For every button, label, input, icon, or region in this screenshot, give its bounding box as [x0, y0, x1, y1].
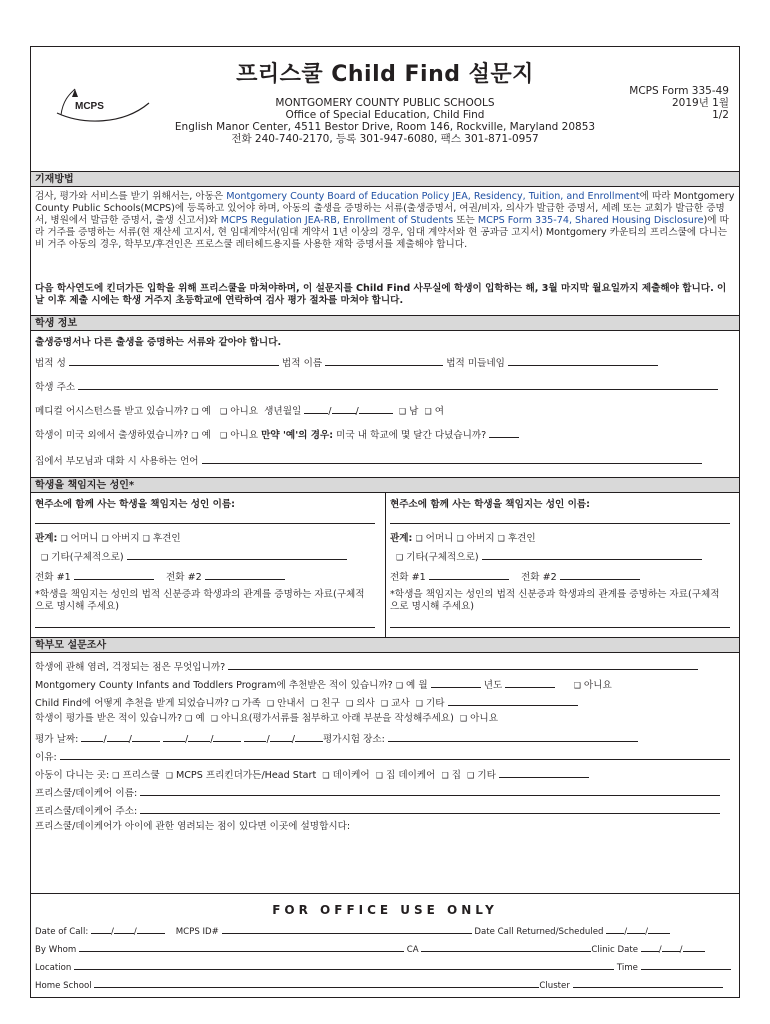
referral-teacher-label: 교사: [391, 698, 410, 709]
form-335-74-link[interactable]: MCPS Form 335-74, Shared Housing Disclosure: [477, 215, 704, 226]
logo-text: MCPS: [75, 101, 104, 112]
phone-row: [35, 569, 285, 584]
cluster-field[interactable]: [573, 977, 723, 988]
adults-heading: 학생을 책임지는 성인*: [31, 477, 739, 493]
checkbox[interactable]: ❑: [142, 534, 150, 543]
adult-doc-field[interactable]: [390, 617, 730, 628]
instructions-text: 또는: [453, 215, 478, 226]
phone1-field[interactable]: [429, 569, 509, 580]
male-label: 남: [409, 406, 419, 417]
checkbox[interactable]: ❑: [375, 771, 383, 780]
relation-row: [390, 533, 536, 545]
checkbox[interactable]: ❑: [467, 771, 475, 780]
checkbox[interactable]: ❑: [395, 681, 403, 690]
date-returned-field[interactable]: [606, 923, 624, 934]
preschool-name-field[interactable]: [140, 785, 720, 796]
time-field[interactable]: [641, 959, 731, 970]
preschool-name-row: [35, 785, 720, 800]
preschool-name-label: 프리스쿨/데이케어 이름:: [35, 788, 138, 799]
location-label: Location: [35, 963, 72, 973]
infants-toddlers-row: [35, 677, 612, 692]
school-name: MONTGOMERY COUNTY PUBLIC SCHOOLS: [275, 97, 495, 109]
reason-row: [35, 749, 730, 764]
ca-label: CA: [406, 945, 419, 955]
checkbox[interactable]: ❑: [415, 699, 423, 708]
eval-date-field[interactable]: [244, 731, 266, 742]
referral-friend-label: 친구: [321, 698, 340, 709]
reason-label: 이유:: [35, 752, 57, 763]
attend-home-label: 집: [451, 770, 462, 781]
referral-brochure-label: 안내서: [277, 698, 305, 709]
student-info-heading: 학생 정보: [31, 315, 739, 331]
adult-footnote: *학생을 책임지는 성인의 법적 신분증과 학생과의 관계를 증명하는 자료(구체적으로 명시해 주세요): [390, 589, 720, 612]
home-school-field[interactable]: [94, 977, 539, 988]
yes-label: 예: [201, 406, 211, 417]
date-returned-field[interactable]: [627, 923, 645, 934]
checkbox[interactable]: ❑: [398, 407, 407, 416]
middle-name-label: 법적 미들네임: [446, 358, 505, 369]
checkbox[interactable]: ❑: [345, 699, 354, 708]
other-relation-label: 기타(구체적으로): [406, 552, 479, 563]
date-returned-label: Date Call Returned/Scheduled: [474, 927, 604, 937]
born-abroad-row: [35, 427, 519, 442]
checkbox[interactable]: ❑: [456, 534, 464, 543]
middle-name-field[interactable]: [508, 355, 658, 366]
attend-label: 아동이 다니는 곳:: [35, 770, 110, 781]
medical-row: 메디컬 어시스턴스를 받고 있습니까? ❑ 예 ❑ 아니요 생년월일 / / ❑ 남 ❑ 여: [35, 403, 444, 418]
other-relation-field[interactable]: [127, 549, 347, 560]
address-field[interactable]: [78, 379, 718, 390]
eval-date-row: 평가 날짜: / / / / / / 평가시험 장소:: [35, 731, 638, 746]
instructions-text: 검사, 평가와 서비스를 받기 위해서는, 아동은: [35, 191, 227, 202]
other-relation-row: [41, 549, 347, 564]
born-abroad-question: 학생이 미국 외에서 출생하였습니까?: [35, 430, 189, 441]
phone1-field[interactable]: [74, 569, 154, 580]
adult-footnote: *학생을 책임지는 성인의 법적 신분증과 학생과의 관계를 증명하는 자료(구체적으로 명시해 주세요): [35, 589, 365, 612]
other-relation-row: [396, 549, 702, 564]
eval-place-label: 평가시험 장소:: [322, 734, 385, 745]
eval-place-field[interactable]: [388, 731, 638, 742]
phone2-field[interactable]: [560, 569, 640, 580]
clinic-date-field[interactable]: [641, 941, 659, 952]
form-frame: [30, 46, 740, 998]
office-divider: [31, 893, 739, 894]
concern-question: 학생에 관해 염려, 걱정되는 점은 무엇입니까?: [35, 662, 226, 673]
date-of-call-label: Date of Call:: [35, 927, 89, 937]
checkbox[interactable]: ❑: [322, 771, 330, 780]
referral-family-label: 가족: [242, 698, 261, 709]
checkbox[interactable]: ❑: [210, 714, 218, 723]
referral-other-label: 기타: [425, 698, 445, 709]
yes-label: 예: [201, 430, 211, 441]
clinic-date-field[interactable]: [662, 941, 680, 952]
guardian-label: 후견인: [152, 533, 181, 544]
checkbox[interactable]: ❑: [112, 771, 120, 780]
father-label: 아버지: [466, 533, 495, 544]
adult-name-field[interactable]: [35, 513, 375, 524]
no-attach-label: 아니요(평가서류를 첨부하고 아래 부분을 작성해주세요): [220, 713, 454, 724]
ca-field[interactable]: [421, 941, 591, 952]
year-field[interactable]: [505, 677, 555, 688]
first-name-label: 법적 이름: [281, 358, 323, 369]
attend-home-daycare-label: 집 데이케어: [386, 770, 436, 781]
eval-date-field[interactable]: [213, 731, 241, 742]
office-name: Office of Special Education, Child Find: [285, 109, 485, 121]
yes-label: 예: [195, 713, 205, 724]
adults-section: [31, 493, 739, 637]
eval-date-label: 평가 날짜:: [35, 734, 79, 745]
no-label: 아니요: [230, 406, 259, 417]
phone-row: [390, 569, 640, 584]
home-school-label: Home School: [35, 981, 92, 991]
eval-date-field[interactable]: [188, 731, 210, 742]
guardian-label: 후견인: [507, 533, 536, 544]
checkbox[interactable]: ❑: [220, 407, 228, 416]
other-relation-field[interactable]: [482, 549, 702, 560]
form-header: [31, 47, 739, 171]
no-label: 아니요: [583, 680, 612, 691]
birth-doc-note: 출생증명서나 다른 출생을 증명하는 서류와 같아야 합니다.: [35, 337, 282, 348]
adult-1: [31, 493, 384, 637]
cluster-label: Cluster: [539, 981, 570, 991]
location-field[interactable]: [74, 959, 614, 970]
checkbox[interactable]: ❑: [165, 771, 173, 780]
adult-doc-field[interactable]: [35, 617, 375, 628]
phone1-label: 전화 #1: [390, 572, 426, 583]
eval-date-field[interactable]: [270, 731, 292, 742]
last-name-label: 법적 성: [35, 358, 66, 369]
checkbox[interactable]: ❑: [380, 699, 389, 708]
yes-month-label: 예 월: [406, 680, 428, 691]
infants-toddlers-question: Montgomery County Infants and Toddlers Program에 추천받은 적이 있습니까?: [35, 680, 393, 691]
instructions-heading: 기재방법: [31, 171, 739, 187]
checkbox[interactable]: ❑: [311, 699, 319, 708]
checkbox[interactable]: ❑: [60, 534, 68, 543]
page-number: 1/2: [712, 109, 729, 121]
no-label: 아니요: [230, 430, 259, 441]
checkbox[interactable]: ❑: [101, 534, 109, 543]
eval-date-field[interactable]: [81, 731, 103, 742]
attend-daycare-label: 데이케어: [332, 770, 370, 781]
language-label: 집에서 부모님과 대화 시 사용하는 언어: [35, 456, 199, 467]
attend-other-field[interactable]: [499, 767, 589, 778]
month-field[interactable]: [431, 677, 481, 688]
concern-field[interactable]: [228, 659, 698, 670]
preschool-address-row: [35, 803, 720, 818]
instructions-text: )에 따라 거주를 증명하는 서류(현 재산세 고지서, 현 임대계약서(임대 계약서 1년 이상의 경우, 임대 계약서와 현 공과금 고지서) Montgomery 카운티의 프리스쿨에 다니는 비 거주 아동의 경우, 학부모/후견인은 프로스쿨 레터헤드용지를 사용한 재학 증명서를 제출해야 합니다.: [35, 215, 729, 250]
preschool-concern-label: 프리스쿨/데이케어가 아이에 관한 염려되는 점이 있다면 이곳에 설명합시다:: [35, 821, 351, 832]
checkbox[interactable]: ❑: [424, 407, 432, 416]
instructions-paragraph: [35, 191, 735, 251]
clinic-date-label: Clinic Date: [591, 945, 638, 955]
eval-date-field[interactable]: [295, 731, 323, 742]
checkbox[interactable]: ❑: [396, 553, 404, 562]
attend-other-label: 기타: [477, 770, 496, 781]
form-number-block: [629, 85, 729, 121]
other-relation-label: 기타(구체적으로): [51, 552, 124, 563]
adult-name-field[interactable]: [390, 513, 730, 524]
last-name-field[interactable]: [69, 355, 279, 366]
medical-question: 메디컬 어시스턴스를 받고 있습니까?: [35, 406, 189, 417]
checkbox[interactable]: ❑: [220, 431, 228, 440]
evaluated-row: [35, 713, 498, 725]
adult-2: [386, 493, 739, 637]
father-label: 아버지: [111, 533, 140, 544]
office-row-4: [35, 977, 735, 992]
form-title: 프리스쿨 Child Find 설문지: [236, 62, 534, 87]
relation-label: 관계:: [35, 533, 58, 544]
checkbox[interactable]: ❑: [497, 534, 505, 543]
office-row-2: By Whom CA Clinic Date / /: [35, 941, 735, 956]
checkbox[interactable]: ❑: [415, 534, 423, 543]
reason-field[interactable]: [60, 749, 730, 760]
months-question: 미국 내 학교에 몇 달간 다녔습니까?: [336, 430, 487, 441]
office-address: English Manor Center, 4511 Bestor Drive, Room 146, Rockville, Maryland 20853: [174, 121, 596, 133]
date-of-call-field[interactable]: [91, 923, 111, 934]
first-name-field[interactable]: [325, 355, 443, 366]
checkbox[interactable]: ❑: [441, 771, 449, 780]
form-date: 2019년 1월: [671, 97, 729, 109]
referral-other-field[interactable]: [448, 695, 578, 706]
eval-date-field[interactable]: [107, 731, 129, 742]
mcps-id-field[interactable]: [222, 923, 472, 934]
date-of-call-field[interactable]: [114, 923, 134, 934]
checkbox[interactable]: ❑: [191, 407, 199, 416]
attend-preschool-label: 프리스쿨: [122, 770, 160, 781]
evaluated-question: 학생이 평가를 받은 적이 있습니까?: [35, 713, 183, 724]
birth-day-field[interactable]: [332, 403, 356, 414]
attend-row: [35, 767, 589, 782]
mother-label: 어머니: [70, 533, 99, 544]
referral-row: [35, 695, 578, 710]
by-whom-field[interactable]: [79, 941, 404, 952]
if-yes-label: 만약 '예'의 경우:: [261, 430, 334, 441]
eval-date-field[interactable]: [132, 731, 160, 742]
birth-month-field[interactable]: [304, 403, 328, 414]
checkbox[interactable]: ❑: [459, 714, 468, 723]
language-row: [35, 453, 702, 468]
office-row-1: Date of Call: / / MCPS ID# Date Call Returned/Scheduled / /: [35, 923, 735, 938]
regulation-link[interactable]: MCPS Regulation JEA-RB, Enrollment of Students: [220, 215, 454, 226]
address-label: 학생 주소: [35, 382, 76, 393]
female-label: 여: [434, 406, 445, 417]
language-field[interactable]: [202, 453, 702, 464]
preschool-address-field[interactable]: [140, 803, 720, 814]
office-row-3: [35, 959, 735, 974]
checkbox[interactable]: ❑: [41, 553, 49, 562]
months-field[interactable]: [489, 427, 519, 438]
phone1-label: 전화 #1: [35, 572, 71, 583]
no-label: 아니요: [470, 713, 498, 724]
checkbox[interactable]: ❑: [191, 431, 199, 440]
office-use-heading: FOR OFFICE USE ONLY: [272, 903, 498, 917]
eval-date-field[interactable]: [163, 731, 185, 742]
by-whom-label: By Whom: [35, 945, 77, 955]
phone2-field[interactable]: [205, 569, 285, 580]
adult-name-label: 현주소에 함께 사는 학생을 책임지는 성인 이름:: [390, 499, 590, 510]
date-of-call-field[interactable]: [137, 923, 165, 934]
attend-prek-label: MCPS 프리킨더가든/Head Start: [175, 770, 317, 781]
year-label: 년도: [483, 680, 503, 691]
instructions-text: 에 따라 Montgomery County Public Schools(MCPS)에 등록하고 있어야 하며, 아동의 출생을 증명하는 서류(출생증명서, 여권/비자, 의사가 발급한 증명서, 세례 또는 교회가 발급한 증명서, 병원에서 발급한 증명서, 출생 신고서)와: [35, 191, 735, 226]
referral-question: Child Find에 어떻게 추천을 받게 되었습니까?: [35, 698, 229, 709]
checkbox[interactable]: ❑: [266, 699, 275, 708]
phone2-label: 전화 #2: [521, 572, 557, 583]
policy-jea-link[interactable]: Montgomery County Board of Education Policy JEA, Residency, Tuition, and Enrollment: [226, 191, 640, 202]
survey-heading: 학부모 설문조사: [31, 637, 739, 653]
referral-doctor-label: 의사: [356, 698, 375, 709]
checkbox[interactable]: ❑: [573, 681, 581, 690]
date-returned-field[interactable]: [648, 923, 670, 934]
clinic-date-field[interactable]: [683, 941, 705, 952]
relation-row: [35, 533, 181, 545]
phone2-label: 전화 #2: [166, 572, 202, 583]
address-row: [35, 379, 718, 394]
deadline-note: 다음 학사연도에 킨더가든 입학을 위해 프리스쿨을 마쳐야하며, 이 설문지를 Child Find 사무실에 학생이 입학하는 해, 3월 마지막 월요일까지 제출해야 합니다. 이날 이후 제출 시에는 학생 거주지 초등학교에 연락하여 검사 평가 절차를 마쳐야 합니다.: [35, 283, 727, 306]
checkbox[interactable]: ❑: [232, 699, 240, 708]
office-phones: 전화 240-740-2170, 등록 301-947-6080, 팩스 301-871-0957: [231, 133, 539, 145]
preschool-address-label: 프리스쿨/데이케어 주소:: [35, 806, 138, 817]
mcps-id-label: MCPS ID#: [175, 927, 219, 937]
birthdate-label: 생년월일: [264, 406, 302, 417]
mother-label: 어머니: [425, 533, 454, 544]
legal-name-row: [35, 355, 658, 370]
time-label: Time: [616, 963, 638, 973]
form-number: MCPS Form 335-49: [629, 85, 729, 97]
checkbox[interactable]: ❑: [185, 714, 193, 723]
adult-name-label: 현주소에 함께 사는 학생을 책임지는 성인 이름:: [35, 499, 235, 510]
birth-year-field[interactable]: [359, 403, 393, 414]
concern-row: [35, 659, 698, 674]
preschool-concern-area[interactable]: [35, 837, 735, 887]
relation-label: 관계:: [390, 533, 413, 544]
